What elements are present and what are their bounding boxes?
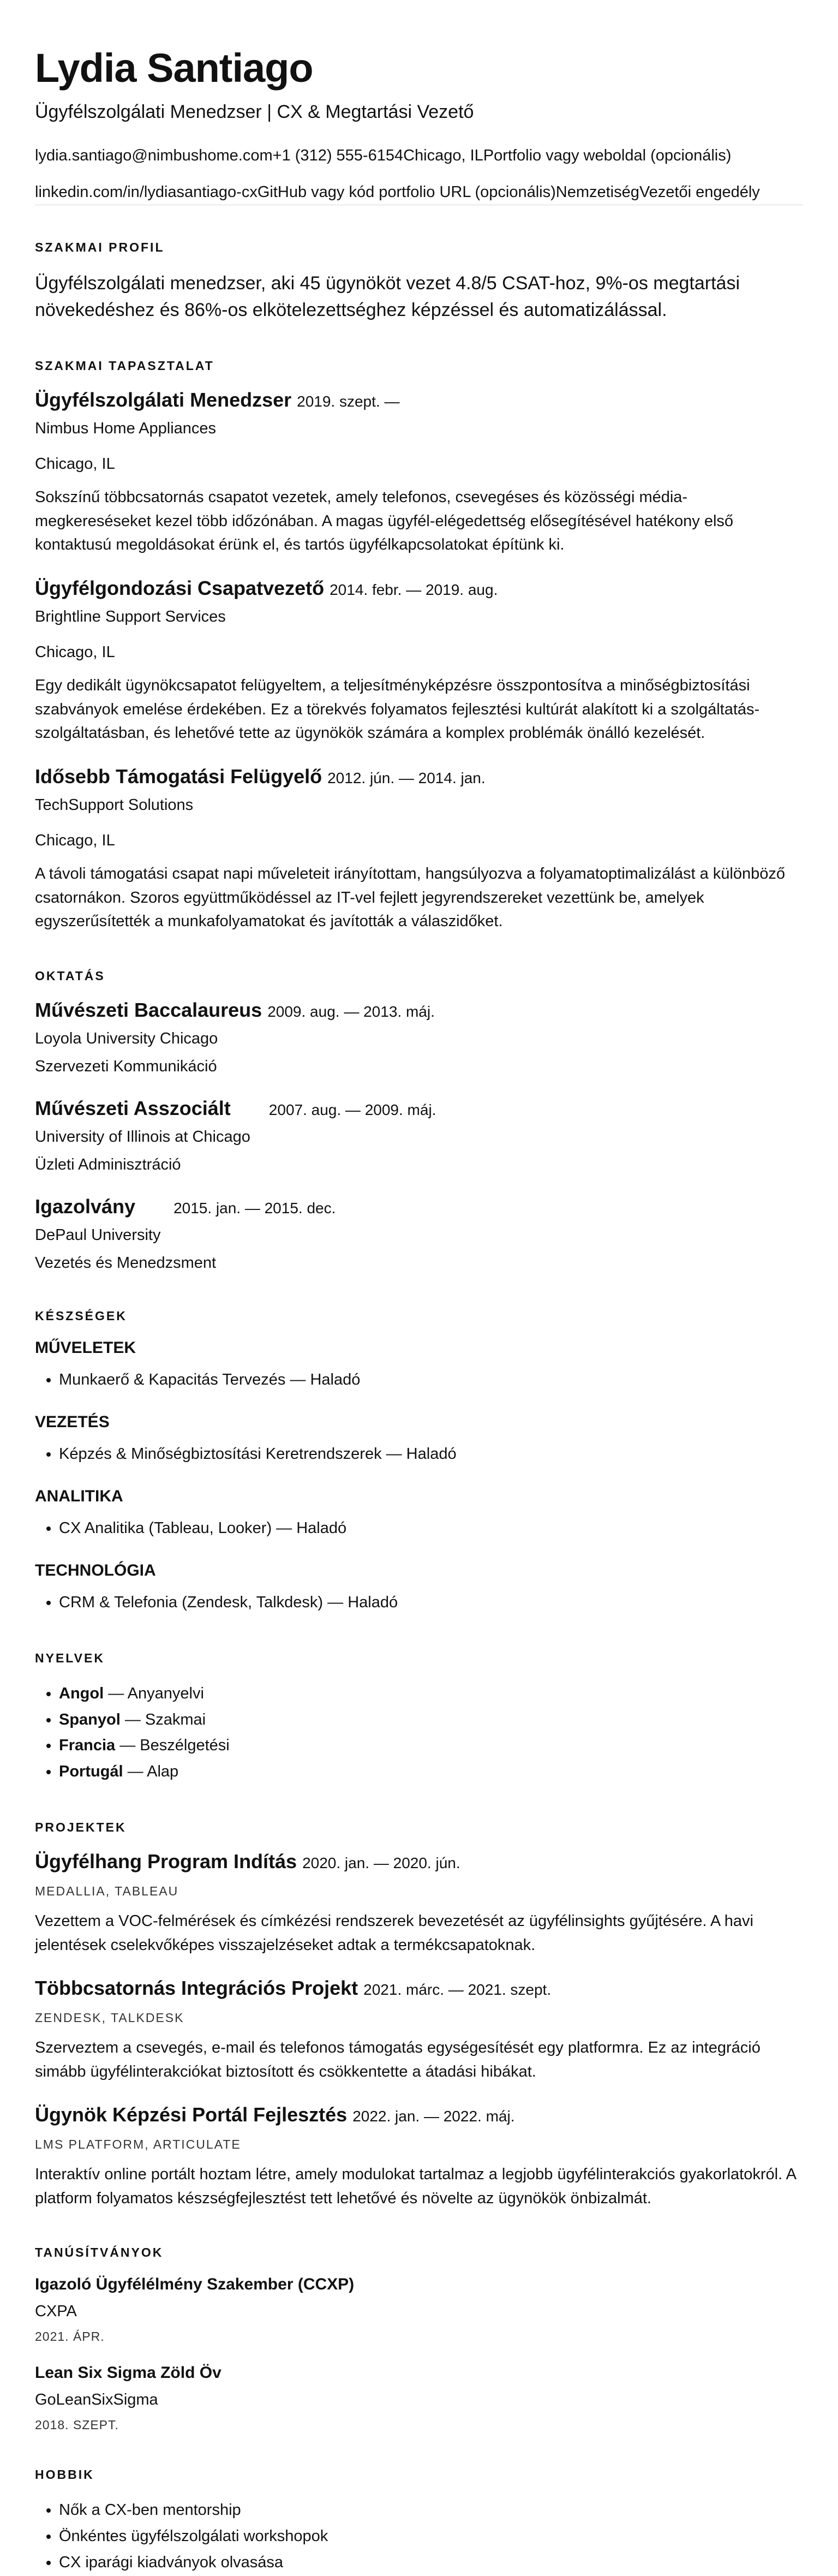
language-item (59, 1759, 803, 1785)
field-of-study: Vezetés és Menedzsment (35, 1254, 217, 1272)
education-entry (35, 1195, 803, 1274)
candidate-subtitle: Ügyfélszolgálati Menedzser | CX & Megtartási Vezető (35, 102, 474, 123)
section-title: KÉSZSÉGEK (35, 1309, 127, 1323)
job-description: Sokszínű többcsatornás csapatot vezetek, amely telefonos, csevegéses és közösségi média-megkereséseket kezel több időzónában. A magas ügyfél-elégedettség elősegítésével hatékony első kontaktusú megoldásokat érünk el, és tartós ügyfélkapcsolatokat építünk ki. (35, 488, 734, 554)
education-entry (35, 999, 803, 1077)
language-name: Angol (59, 1684, 104, 1702)
section-title: NYELVEK (35, 1650, 105, 1665)
skill-group (35, 1487, 803, 1542)
projects-section (35, 1820, 803, 2210)
project-entry (35, 2103, 803, 2210)
job-description: Egy dedikált ügynökcsapatot felügyeltem, a teljesítményképzésre összpontosítva a minőségbiztosítási szabványok emelése érdekében. Ez a törekvés folyamatos fejlesztési kultúrát alakított ki a szolgáltatás-szolgáltatásban, és lehetővé tette az ügynökök számára a komplex problémák önálló kezelését. (35, 677, 760, 742)
language-level: — Anyanyelvi (104, 1684, 204, 1702)
project-description: Szerveztem a csevegés, e-mail és telefonos támogatás egységesítését egy platformra. Ez az integráció simább ügyfélinterakciókat biztosított és csökkentette a átadási hibákat. (35, 2039, 761, 2080)
school-name: DePaul University (35, 1226, 161, 1244)
language-item (59, 1707, 803, 1733)
education-dates: 2009. aug. — 2013. máj. (267, 1003, 435, 1020)
hobbies-section (35, 2467, 803, 2576)
contact-block (35, 144, 803, 205)
experience-entry (35, 389, 803, 557)
education-entry (35, 1097, 803, 1176)
project-entry (35, 1977, 803, 2084)
language-name: Spanyol (59, 1710, 121, 1728)
job-location: Chicago, IL (35, 643, 115, 661)
skill-item: • Képzés & Minőségbiztosítási Keretrendszerek — Haladó (59, 1441, 803, 1468)
language-name: Francia (59, 1737, 116, 1755)
job-dates: 2012. jún. — 2014. jan. (327, 769, 486, 786)
skill-item: • Munkaerő & Kapacitás Tervezés — Haladó (59, 1367, 803, 1393)
job-dates: 2014. febr. — 2019. aug. (330, 581, 498, 598)
contact-drivers-license: Vezetői engedély (639, 183, 760, 201)
company-name: TechSupport Solutions (35, 796, 194, 814)
project-tech: MEDALLIA, TABLEAU (35, 1884, 179, 1899)
field-of-study: Szervezeti Kommunikáció (35, 1057, 217, 1075)
job-title: Ügyfélgondozási Csapatvezető (35, 576, 325, 599)
job-description: A távoli támogatási csapat napi műveleteit irányítottam, hangsúlyozva a folyamatoptimalizálást a különböző csatornákon. Szoros együttműködéssel az IT-vel fejlett jegyrendszereket vezettünk be, amelyek egyszerűsítették a munkafolyamatokat és javították a válaszidőket. (35, 865, 786, 931)
section-title: TANÚSÍTVÁNYOK (35, 2245, 164, 2260)
hobby-item: • CX iparági kiadványok olvasása (59, 2550, 803, 2576)
experience-entry (35, 765, 803, 934)
project-name: Többcsatornás Integrációs Projekt (35, 1977, 358, 2000)
job-location: Chicago, IL (35, 455, 115, 473)
contact-nationality: Nemzetiség (555, 183, 639, 201)
job-location: Chicago, IL (35, 831, 115, 849)
language-level: — Beszélgetési (115, 1737, 230, 1755)
experience-entry (35, 577, 803, 746)
certifications-section (35, 2245, 803, 2432)
school-name: Loyola University Chicago (35, 1029, 218, 1047)
experience-section (35, 359, 803, 933)
project-tech: LMS PLATFORM, ARTICULATE (35, 2137, 241, 2152)
contact-row-2 (35, 181, 803, 205)
project-tech: ZENDESK, TALKDESK (35, 2011, 184, 2025)
project-entry (35, 1850, 803, 1957)
certification-entry (35, 2275, 803, 2344)
degree-title: Igazolvány (35, 1195, 136, 1218)
languages-section (35, 1651, 803, 1785)
job-dates: 2019. szept. — (297, 393, 400, 410)
certification-entry (35, 2364, 803, 2432)
section-title: PROJEKTEK (35, 1820, 127, 1835)
school-name: University of Illinois at Chicago (35, 1128, 250, 1146)
job-title: Ügyfélszolgálati Menedzser (35, 389, 292, 412)
education-section (35, 969, 803, 1274)
profile-text: Ügyfélszolgálati menedzser, aki 45 ügynököt vezet 4.8/5 CSAT-hoz, 9%-os megtartási növekedéshez és 86%-os elkötelezettséghez képzéssel és automatizálással. (35, 272, 740, 320)
degree-title: Művészeti Baccalaureus (35, 998, 262, 1021)
certification-issuer: CXPA (35, 2303, 77, 2321)
contact-github[interactable]: GitHub vagy kód portfolio URL (opcionális) (257, 183, 556, 201)
education-dates: 2007. aug. — 2009. máj. (268, 1101, 436, 1118)
project-dates: 2021. márc. — 2021. szept. (363, 1981, 552, 1999)
contact-location: Chicago, IL (403, 146, 483, 164)
contact-portfolio[interactable]: Portfolio vagy weboldal (opcionális) (483, 146, 732, 164)
candidate-name: Lydia Santiago (35, 45, 313, 91)
company-name: Brightline Support Services (35, 607, 226, 625)
section-title: SZAKMAI TAPASZTALAT (35, 359, 214, 373)
section-title: OKTATÁS (35, 968, 105, 983)
language-item (59, 1733, 803, 1759)
contact-email[interactable]: lydia.santiago@nimbushome.com (35, 146, 273, 164)
job-title: Idősebb Támogatási Felügyelő (35, 765, 322, 788)
skill-item: • CX Analitika (Tableau, Looker) — Haladó (59, 1516, 803, 1542)
skill-group (35, 1339, 803, 1393)
certification-name: Lean Six Sigma Zöld Öv (35, 2364, 222, 2382)
contact-linkedin[interactable]: linkedin.com/in/lydiasantiago-cx (35, 183, 258, 201)
skill-item: • CRM & Telefonia (Zendesk, Talkdesk) — Haladó (59, 1590, 803, 1616)
skill-group-title: ANALITIKA (35, 1487, 123, 1506)
skill-group-title: TECHNOLÓGIA (35, 1561, 156, 1579)
field-of-study: Üzleti Adminisztráció (35, 1155, 181, 1173)
project-dates: 2022. jan. — 2022. máj. (352, 2108, 515, 2125)
contact-row-1 (35, 144, 803, 174)
skill-group (35, 1413, 803, 1468)
profile-section (35, 240, 803, 324)
language-item (59, 1681, 803, 1707)
contact-phone[interactable]: +1 (312) 555-6154 (272, 146, 404, 164)
skill-group-title: VEZETÉS (35, 1413, 110, 1432)
skill-group-title: MŰVELETEK (35, 1339, 136, 1357)
certification-date: 2021. ÁPR. (35, 2329, 105, 2344)
project-description: Vezettem a VOC-felmérések és címkézési rendszerek bevezetését az ügyfélinsights gyűjtésére. A havi jelentések cselekvőképes visszajelzéseket adtak a termékcsapatoknak. (35, 1912, 753, 1954)
language-level: — Alap (123, 1763, 179, 1781)
education-dates: 2015. jan. — 2015. dec. (173, 1200, 336, 1217)
skills-section (35, 1309, 803, 1615)
company-name: Nimbus Home Appliances (35, 420, 217, 438)
project-description: Interaktív online portált hoztam létre, amely modulokat tartalmaz a legjobb ügyfélinterakciós gyakorlatokról. A platform folyamatos készségfejlesztést tett lehetővé és növelte az ügynökök önbizalmát. (35, 2166, 796, 2207)
section-title: SZAKMAI PROFIL (35, 240, 165, 254)
certification-issuer: GoLeanSixSigma (35, 2391, 158, 2409)
degree-title: Művészeti Asszociált (35, 1096, 231, 1119)
hobby-item: • Nők a CX-ben mentorship (59, 2497, 803, 2524)
hobby-item: • Önkéntes ügyfélszolgálati workshopok (59, 2524, 803, 2550)
section-title: HOBBIK (35, 2467, 94, 2482)
certification-date: 2018. SZEPT. (35, 2418, 119, 2432)
project-name: Ügynök Képzési Portál Fejlesztés (35, 2103, 348, 2126)
skill-group (35, 1561, 803, 1616)
certification-name: Igazoló Ügyfélélmény Szakember (CCXP) (35, 2275, 355, 2294)
project-dates: 2020. jan. — 2020. jún. (302, 1855, 460, 1872)
language-name: Portugál (59, 1763, 123, 1781)
language-level: — Szakmai (120, 1710, 206, 1728)
project-name: Ügyfélhang Program Indítás (35, 1850, 297, 1873)
